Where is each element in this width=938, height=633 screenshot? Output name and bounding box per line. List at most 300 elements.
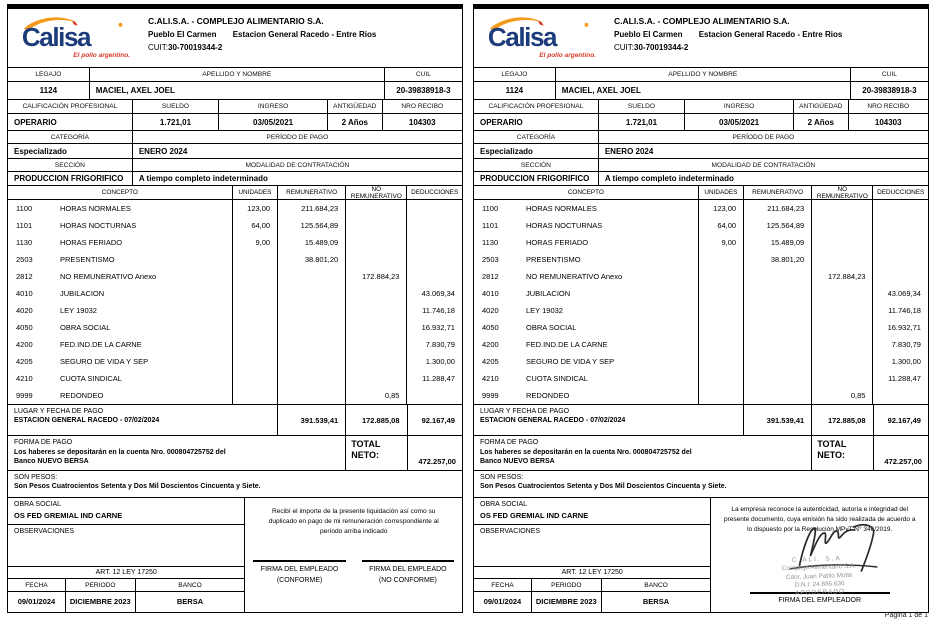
calificacion-value: OPERARIO [474,114,599,130]
concept-no-remunerativo: 172.884,23 [812,268,873,285]
cuil-value: 20-39838918-3 [862,86,917,95]
antiguedad-value: 2 Años [794,114,848,130]
totals-row [474,405,928,436]
concepto-header: CONCEPTO [474,186,699,199]
calisa-logo-icon [8,9,140,59]
concept-remunerativo [278,268,346,285]
concept-label: HORAS NORMALES [60,204,131,213]
concept-code: 4050 [482,323,499,332]
concept-deducciones: 43.069,34 [887,289,921,298]
stamp-signer-dni: D.N.I: 24.886.636 [794,580,846,590]
bottom-left-column [474,498,711,612]
concept-remunerativo [744,336,812,353]
concept-deducciones [407,268,461,285]
logo-tagline: El pollo argentino. [539,52,596,59]
fecha-table-values [8,592,244,612]
forma-pago-row [8,436,462,471]
concept-code: 4010 [16,289,33,298]
concept-code: 4200 [482,340,499,349]
concept-code: 2503 [16,255,33,264]
concept-unidades [699,370,744,387]
concept-cell [474,387,699,404]
concept-label: NO REMUNERATIVO Anexo [60,272,157,281]
concept-unidades [233,336,278,353]
concept-label: HORAS FERIADO [526,238,589,247]
unidades-header: UNIDADES [699,186,744,199]
total-remunerativo: 391.539,41 [744,405,812,435]
forma-pago-line1: Los haberes se depositarán en la cuenta Nro. 000804725752 del [480,449,692,456]
concept-row [474,336,928,353]
concept-unidades: 9,00 [233,234,278,251]
nro-recibo-label: NRO RECIBO [401,103,444,110]
concept-unidades: 64,00 [233,217,278,234]
forma-pago-text [480,448,811,467]
concept-no-remunerativo [812,200,873,217]
seccion-value: PRODUCCION FRIGORIFICO [8,172,133,185]
concept-cell [474,302,699,319]
concept-label: REDONDEO [526,391,570,400]
concept-code: 4020 [16,306,33,315]
payslip-employer-copy [473,4,929,613]
banco-value: BERSA [642,597,670,606]
logo-trademark-dot-icon [119,23,123,27]
total-remunerativo: 391.539,41 [278,405,346,435]
row2-values [8,114,462,131]
concept-row [474,217,928,234]
concept-code: 2812 [16,272,33,281]
concept-code: 4020 [482,306,499,315]
concept-unidades [699,251,744,268]
concept-cell [8,217,233,234]
antiguedad-value: 2 Años [328,114,382,130]
concept-label: JUBILACION [60,289,105,298]
concept-cell [8,302,233,319]
concept-label: HORAS NOCTURNAS [526,221,603,230]
stamp-company-short: C.ALI. S.A. [792,555,847,565]
no-remunerativo-header: NO REMUNERATIVO [346,186,407,199]
logo-text: Calisa [487,22,557,52]
ingreso-value: 03/05/2021 [685,114,794,130]
concept-code: 4050 [16,323,33,332]
concept-deducciones: 16.932,71 [421,323,455,332]
concept-cell [8,200,233,217]
company-cuit [614,43,926,52]
concept-deducciones: 43.069,34 [421,289,455,298]
concept-remunerativo [278,285,346,302]
concept-unidades [233,370,278,387]
modalidad-value: A tiempo completo indeterminado [138,174,268,183]
modalidad-label: MODALIDAD DE CONTRATACIÓN [245,161,350,169]
ingreso-value: 03/05/2021 [219,114,328,130]
concept-unidades [233,285,278,302]
concept-label: REDONDEO [60,391,104,400]
row1-values [474,82,928,100]
ingreso-label: INGRESO [219,100,328,113]
row2-labels [8,100,462,114]
banco-label: BANCO [644,581,668,589]
row1-labels [8,68,462,82]
concept-no-remunerativo [812,285,873,302]
concept-no-remunerativo [346,302,407,319]
concept-row [474,302,928,319]
concept-cell [474,285,699,302]
company-address-station: Estacion General Racedo - Entre Rios [232,30,377,39]
concept-deducciones [873,251,927,268]
concept-code: 1100 [16,204,33,213]
seccion-label: SECCIÓN [474,159,599,171]
concept-code: 2503 [482,255,499,264]
company-name: C.ALI.S.A. - COMPLEJO ALIMENTARIO S.A. [148,16,324,26]
concept-label: OBRA SOCIAL [60,323,111,332]
concept-code: 9999 [16,391,33,400]
obra-social-label: OBRA SOCIAL [14,501,62,508]
concept-remunerativo [744,353,812,370]
concept-unidades [233,353,278,370]
stamp-company-full: Complejo Alimentario S.A. [782,563,857,573]
concept-label: PRESENTISMO [60,255,115,264]
concepts-table-body [8,200,462,405]
concept-row [8,251,462,268]
concept-cell [474,251,699,268]
forma-pago-label: FORMA DE PAGO [14,439,73,446]
concepts-table-body [474,200,928,405]
nro-recibo-value: 104303 [408,117,436,127]
concept-row [8,353,462,370]
company-info [140,9,462,52]
concept-deducciones: 11.288,47 [888,374,921,383]
concept-unidades [699,387,744,404]
art-ley-row: ART. 12 LEY 17250 [8,567,244,579]
concept-row [474,268,928,285]
nombre-label: APELLIDO Y NOMBRE [90,68,385,81]
concept-label: FED.IND.DE LA CARNE [60,340,142,349]
row1-values [8,82,462,100]
concept-unidades [699,353,744,370]
forma-pago-line2: Banco NUEVO BERSA [14,458,89,466]
concept-no-remunerativo [346,285,407,302]
company-address-station: Estacion General Racedo - Entre Rios [698,30,843,39]
cuil-label: CUIL [415,71,431,78]
lugar-fecha-value: ESTACION GENERAL RACEDO - 07/02/2024 [14,417,160,424]
legajo-label: LEGAJO [8,68,90,81]
company-address [148,30,460,39]
concept-no-remunerativo: 0,85 [812,387,873,404]
concept-no-remunerativo [346,336,407,353]
forma-pago-cell [474,436,812,470]
concept-code: 4205 [482,357,499,366]
cuit-label: CUIT: [148,43,168,52]
concept-unidades [233,251,278,268]
concept-no-remunerativo [346,353,407,370]
forma-pago-line1: Los haberes se depositarán en la cuenta Nro. 000804725752 del [14,449,226,456]
concept-deducciones: 1.300,00 [891,357,921,366]
concept-remunerativo [744,370,812,387]
concept-deducciones: 11.746,18 [888,306,921,315]
firma-empleador-label: FIRMA DEL EMPLEADOR [778,597,862,605]
concept-unidades [233,268,278,285]
forma-pago-line2: Banco NUEVO BERSA [480,458,555,466]
periodo-label: PERIODO [66,579,136,591]
concept-remunerativo: 211.684,23 [278,200,346,217]
categoria-label: CATEGORÍA [474,131,599,143]
periodo-label: PERIODO [532,579,602,591]
sueldo-label: SUELDO [599,100,685,113]
son-pesos-value: Son Pesos Cuatrocientos Setenta y Dos Mil Doscientos Cincuenta y Siete. [14,483,261,490]
remunerativo-header: REMUNERATIVO [278,186,346,199]
concept-cell [8,336,233,353]
concept-no-remunerativo [346,319,407,336]
calisa-logo-graphic [486,16,600,52]
concept-row [8,200,462,217]
bottom-right-column [245,498,462,612]
concept-no-remunerativo [346,234,407,251]
concept-remunerativo [278,370,346,387]
row3-labels [474,131,928,144]
employer-copy-area [711,498,928,604]
forma-pago-row [474,436,928,471]
concept-row [474,234,928,251]
concept-cell [8,370,233,387]
row4-values [8,172,462,186]
concept-label: LEY 19032 [526,306,563,315]
company-address [614,30,926,39]
calisa-logo-icon [474,9,606,59]
sueldo-value: 1.721,01 [599,114,685,130]
firma-conforme-line1: FIRMA DEL EMPLEADO [260,566,339,573]
concept-no-remunerativo [346,217,407,234]
concept-no-remunerativo [346,200,407,217]
logo-text: Calisa [21,22,91,52]
antiguedad-label: ANTIGÜEDAD [328,100,382,113]
concept-unidades [699,336,744,353]
slip-header [474,9,928,68]
observaciones-box [8,525,244,567]
fecha-table-header [474,579,710,592]
concept-code: 4210 [16,374,33,383]
concept-unidades: 123,00 [699,200,744,217]
cuil-value: 20-39838918-3 [396,86,451,95]
lugar-fecha-cell [474,405,744,435]
concept-code: 4205 [16,357,33,366]
concept-remunerativo: 38.801,20 [744,251,812,268]
employee-signature-lines [253,560,454,586]
periodo-value: DICIEMBRE 2023 [532,592,602,612]
concept-label: HORAS NORMALES [526,204,597,213]
obra-social-value: OS FED GREMIAL IND CARNE [480,511,589,520]
cuil-label: CUIL [881,71,897,78]
son-pesos-label: SON PESOS: [480,474,524,481]
calisa-logo-graphic [20,16,134,52]
art-ley-row: ART. 12 LEY 17250 [474,567,710,579]
nro-recibo-label: NRO RECIBO [867,103,910,110]
concept-row [474,200,928,217]
concept-code: 4210 [482,374,499,383]
sueldo-value: 1.721,01 [133,114,219,130]
total-neto-label: TOTAL NETO: [812,436,873,470]
modalidad-value: A tiempo completo indeterminado [604,174,734,183]
concept-no-remunerativo [812,336,873,353]
bottom-block [8,498,462,612]
fecha-label: FECHA [474,579,532,591]
concept-unidades [699,268,744,285]
concept-unidades [233,387,278,404]
concept-no-remunerativo [346,370,407,387]
fecha-table-header [8,579,244,592]
concept-unidades: 9,00 [699,234,744,251]
concept-remunerativo: 125.564,89 [744,217,812,234]
concept-code: 2812 [482,272,499,281]
concept-row [474,353,928,370]
calificacion-label: CALIFICACIÓN PROFESIONAL [474,100,599,113]
concept-code: 1101 [482,221,499,230]
concept-row [8,234,462,251]
payslip-employee-copy [7,4,463,613]
concept-remunerativo [744,319,812,336]
concept-unidades [233,302,278,319]
firma-no-conforme-line2: (NO CONFORME) [378,576,437,584]
no-remunerativo-header: NO REMUNERATIVO [812,186,873,199]
banco-value: BERSA [176,597,204,606]
concept-unidades: 123,00 [233,200,278,217]
categoria-value: Especializado [8,144,133,158]
concept-row [474,285,928,302]
bottom-right-column [711,498,928,612]
nombre-label: APELLIDO Y NOMBRE [556,68,851,81]
periodo-pago-label: PERÍODO DE PAGO [266,133,329,141]
concept-unidades [699,302,744,319]
concept-unidades: 64,00 [699,217,744,234]
son-pesos-label: SON PESOS: [14,474,58,481]
concept-no-remunerativo [812,302,873,319]
concept-cell [8,234,233,251]
row3-values [8,144,462,159]
periodo-pago-value: ENERO 2024 [604,146,654,156]
obra-social-box [474,498,710,525]
banco-label: BANCO [178,581,202,589]
concept-remunerativo [278,302,346,319]
lugar-fecha-label: LUGAR Y FECHA DE PAGO [14,408,104,415]
concept-cell [8,387,233,404]
concept-cell [8,319,233,336]
concept-row [8,302,462,319]
acknowledgement-text: Recibí el importe de la presente liquidación así como su duplicado en pago de mi remuneración correspondiente al período arriba indicado [268,508,439,536]
lugar-fecha-cell [8,405,278,435]
nombre-value: MACIEL, AXEL JOEL [90,82,385,99]
firma-conforme-line2: (CONFORME) [276,576,323,584]
concept-remunerativo [744,302,812,319]
concept-label: SEGURO DE VIDA Y SEP [60,357,149,366]
total-no-remunerativo: 172.885,08 [812,405,873,435]
legajo-value: 1124 [474,82,556,99]
concept-deducciones: 11.288,47 [422,374,455,383]
legajo-value: 1124 [8,82,90,99]
total-neto-value: 472.257,00 [418,457,456,466]
concept-deducciones [407,234,461,251]
concept-deducciones [407,251,461,268]
fecha-table-values [474,592,710,612]
unidades-header: UNIDADES [233,186,278,199]
concept-row [474,251,928,268]
cuit-value: 30-70019344-2 [634,43,689,52]
concept-remunerativo: 211.684,23 [744,200,812,217]
concept-remunerativo [744,285,812,302]
totals-row [8,405,462,436]
total-deducciones: 92.167,49 [421,415,455,425]
concept-row [8,268,462,285]
concept-no-remunerativo [812,217,873,234]
fecha-value: 09/01/2024 [8,592,66,612]
concepts-header [8,186,462,200]
concept-row [8,285,462,302]
concept-remunerativo: 38.801,20 [278,251,346,268]
concept-label: HORAS FERIADO [60,238,123,247]
stamp-text [711,552,929,601]
concept-deducciones: 16.932,71 [887,323,921,332]
concept-row [8,319,462,336]
firma-no-conforme-line1: FIRMA DEL EMPLEADO [369,566,447,573]
total-neto-value: 472.257,00 [884,457,922,466]
observaciones-label: OBSERVACIONES [480,528,541,535]
concept-remunerativo [278,387,346,404]
concept-code: 9999 [482,391,499,400]
cuit-value: 30-70019344-2 [168,43,223,52]
firma-conforme [253,560,345,586]
concept-deducciones [873,234,927,251]
concept-cell [8,251,233,268]
concept-label: CUOTA SINDICAL [60,374,122,383]
concept-code: 4010 [482,289,499,298]
concept-code: 1101 [16,221,33,230]
company-address-town: Pueblo El Carmen [148,30,217,39]
company-name: C.ALI.S.A. - COMPLEJO ALIMENTARIO S.A. [614,16,790,26]
concepto-header: CONCEPTO [8,186,233,199]
concept-no-remunerativo [812,251,873,268]
concept-cell [8,285,233,302]
row4-labels [474,159,928,172]
concept-code: 1130 [16,238,33,247]
concept-unidades [233,319,278,336]
concept-remunerativo: 125.564,89 [278,217,346,234]
concept-cell [474,319,699,336]
observaciones-label: OBSERVACIONES [14,528,75,535]
obra-social-value: OS FED GREMIAL IND CARNE [14,511,123,520]
row4-values [474,172,928,186]
seccion-label: SECCIÓN [8,159,133,171]
row2-labels [474,100,928,114]
concept-cell [474,200,699,217]
concept-label: NO REMUNERATIVO Anexo [526,272,623,281]
concept-deducciones [873,387,927,404]
concept-no-remunerativo [812,319,873,336]
concept-remunerativo [278,319,346,336]
concept-code: 1130 [482,238,499,247]
concept-deducciones [407,387,461,404]
cuit-label: CUIT: [614,43,634,52]
concept-deducciones [873,268,927,285]
lugar-fecha-label: LUGAR Y FECHA DE PAGO [480,408,570,415]
concept-deducciones [873,217,927,234]
firma-no-conforme [362,560,454,586]
concept-label: OBRA SOCIAL [526,323,577,332]
deducciones-header: DEDUCCIONES [877,189,925,196]
logo-tagline: El pollo argentino. [73,52,130,59]
payslip [474,9,928,612]
concept-no-remunerativo [812,353,873,370]
concept-label: HORAS NOCTURNAS [60,221,137,230]
concept-label: FED.IND.DE LA CARNE [526,340,608,349]
nombre-value: MACIEL, AXEL JOEL [556,82,851,99]
concept-remunerativo [744,268,812,285]
